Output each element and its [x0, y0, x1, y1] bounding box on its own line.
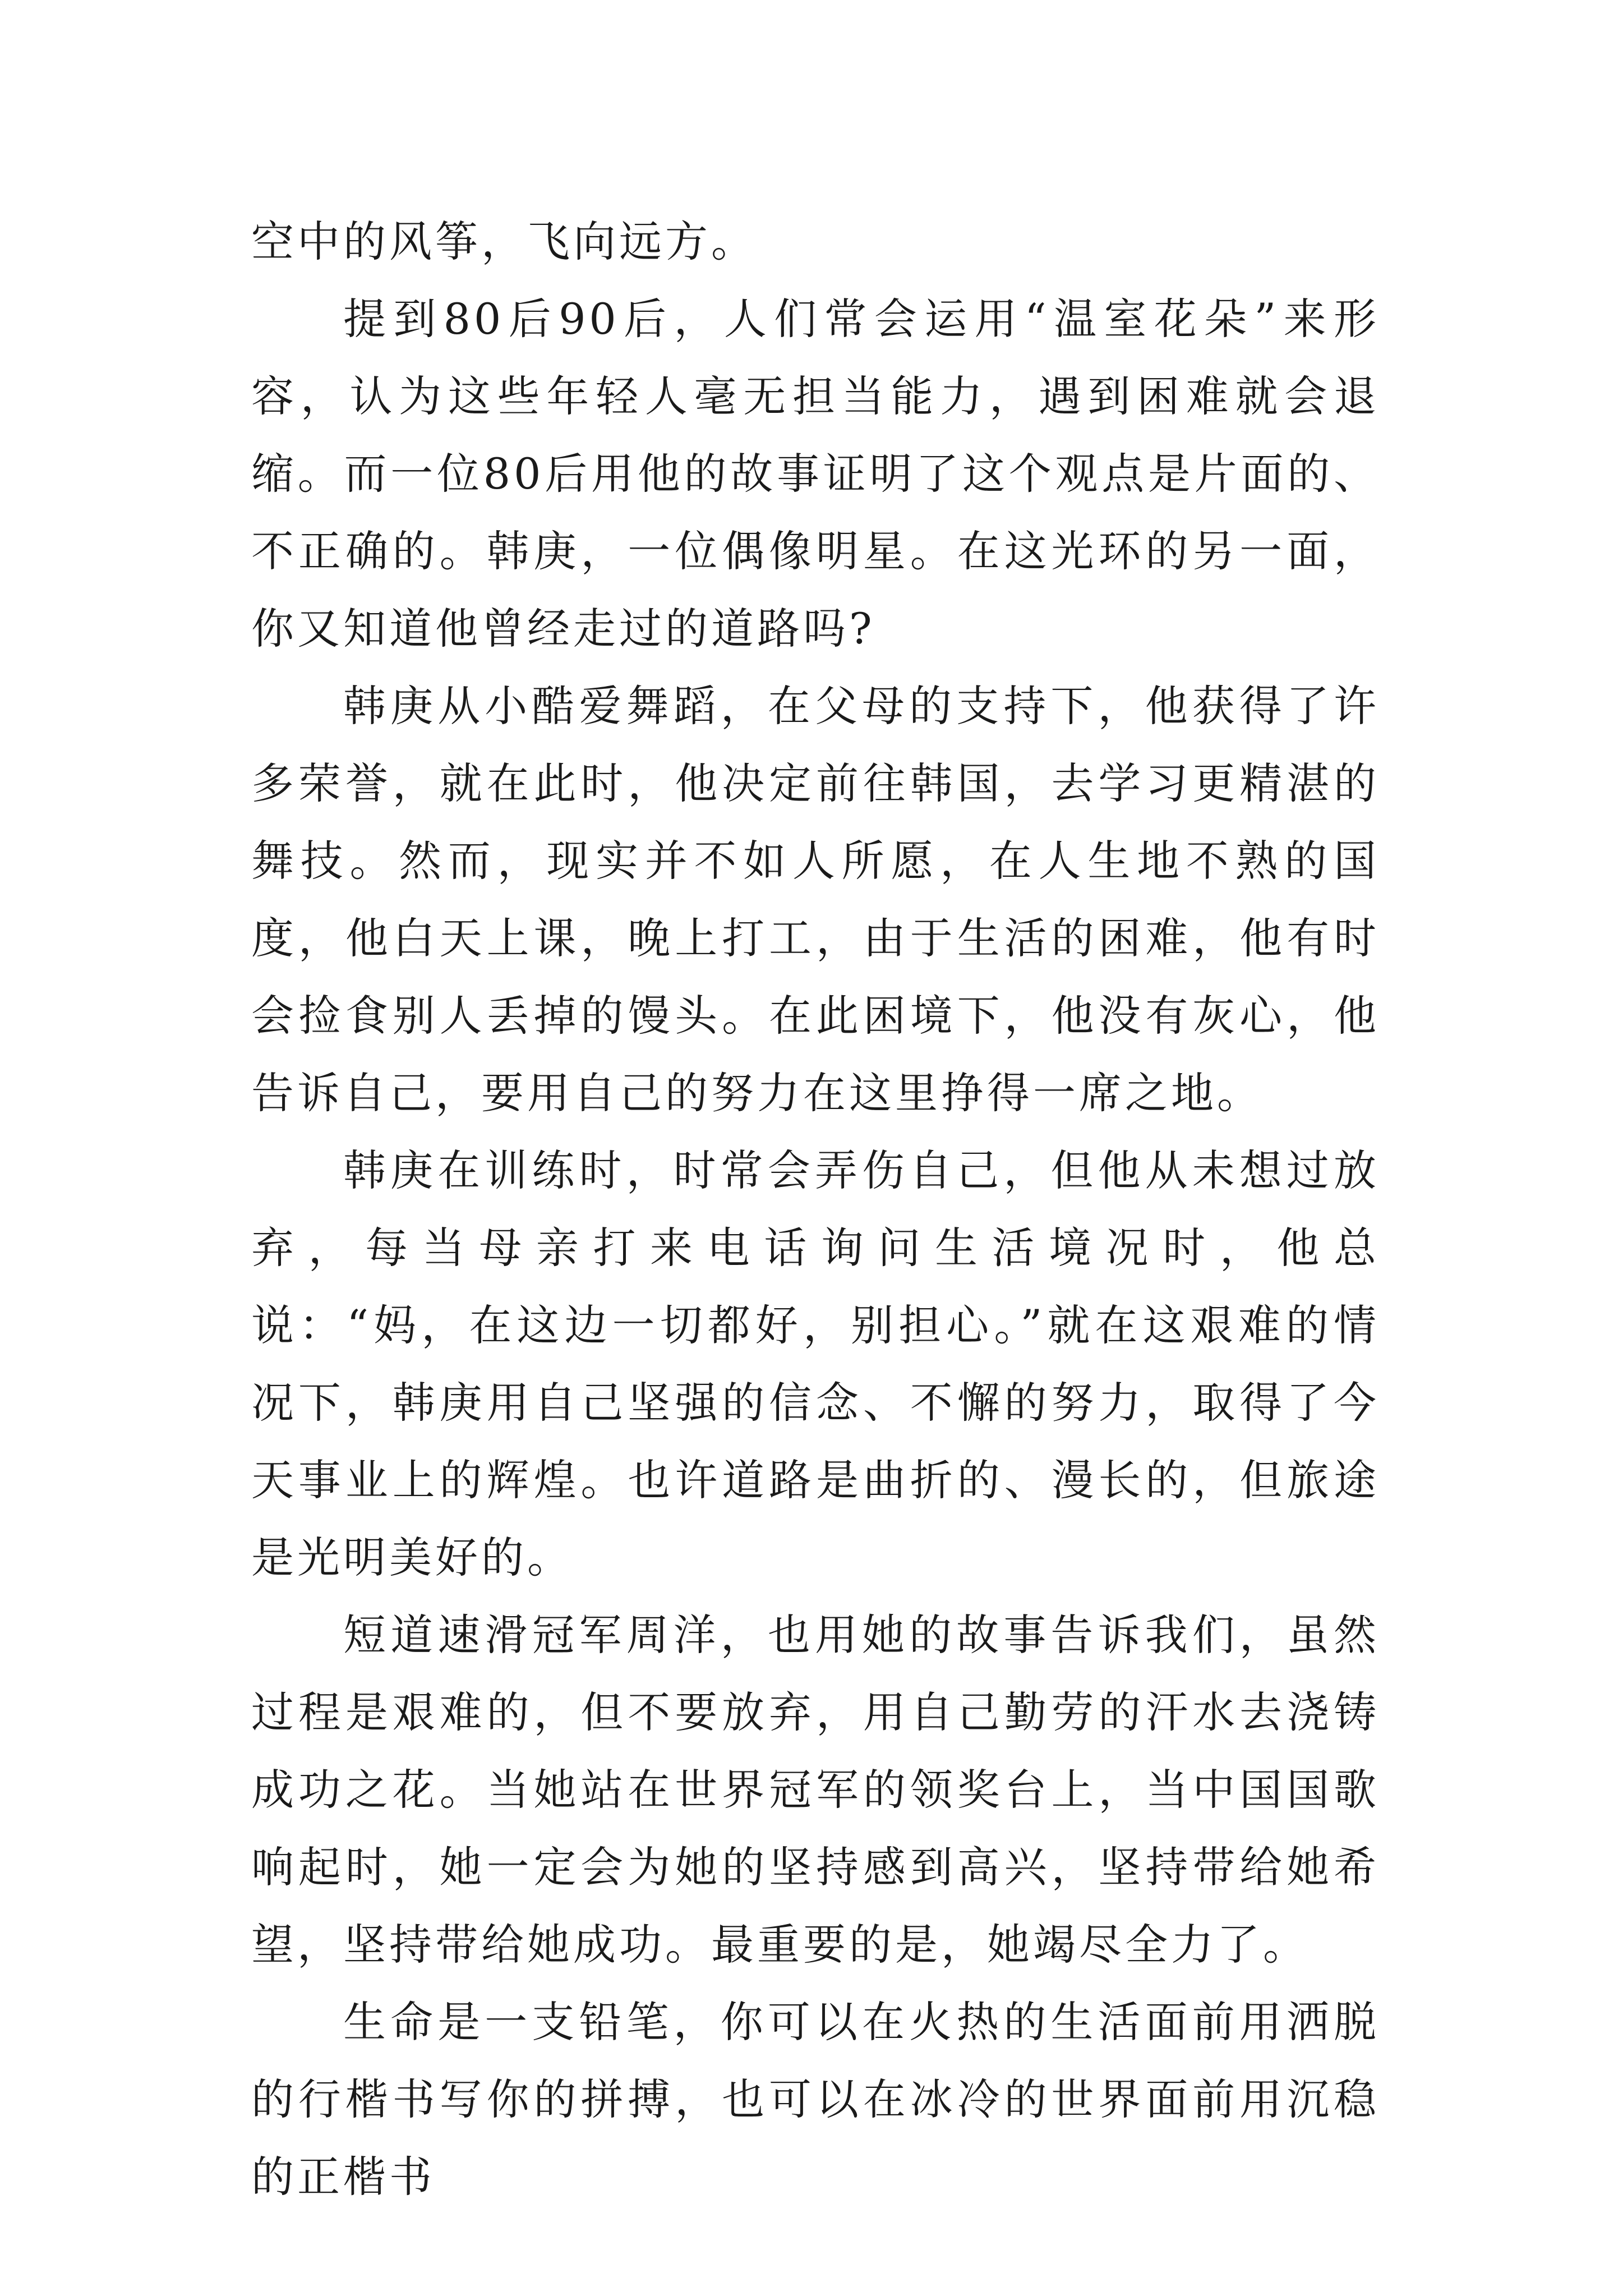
- paragraph-zhouyang: 短道速滑冠军周洋，也用她的故事告诉我们，虽然过程是艰难的，但不要放弃，用自己勤劳的汗水去浇铸成功之花。当她站在世界冠军的领奖台上，当中国国歌响起时，她一定会为她的坚持感到高兴，坚持带给她希望，坚持带给她成功。最重要的是，她竭尽全力了。: [251, 1610, 1380, 1970]
- paragraph-hangeng-intro: 提到80后90后，人们常会运用“温室花朵”来形容，认为这些年轻人毫无担当能力，遇到困难就会退缩。而一位80后用他的故事证明了这个观点是片面的、不正确的。韩庚，一位偶像明星。在这光环的另一面，你又知道他曾经走过的道路吗?: [251, 294, 1380, 654]
- paragraph-life-pencil: 生命是一支铅笔，你可以在火热的生活面前用洒脱的行楷书写你的拼搏，也可以在冰冷的世界面前用沉稳的正楷书: [251, 1997, 1380, 2202]
- paragraph-hangeng-training: 韩庚在训练时，时常会弄伤自己，但他从未想过放弃，每当母亲打来电话询问生活境况时，他总说：“妈，在这边一切都好，别担心。”就在这艰难的情况下，韩庚用自己坚强的信念、不懈的努力，取得了今天事业上的辉煌。也许道路是曲折的、漫长的，但旅途是光明美好的。: [251, 1145, 1380, 1582]
- essay-body: [251, 203, 1380, 2216]
- paragraph-hangeng-korea: 韩庚从小酷爱舞蹈，在父母的支持下，他获得了许多荣誉，就在此时，他决定前往韩国，去学习更精湛的舞技。然而，现实并不如人所愿，在人生地不熟的国度，他白天上课，晚上打工，由于生活的困难，他有时会捡食别人丢掉的馒头。在此困境下，他没有灰心，他告诉自己，要用自己的努力在这里挣得一席之地。: [251, 681, 1380, 1118]
- paragraph-continuation: 空中的风筝，飞向远方。: [251, 217, 757, 266]
